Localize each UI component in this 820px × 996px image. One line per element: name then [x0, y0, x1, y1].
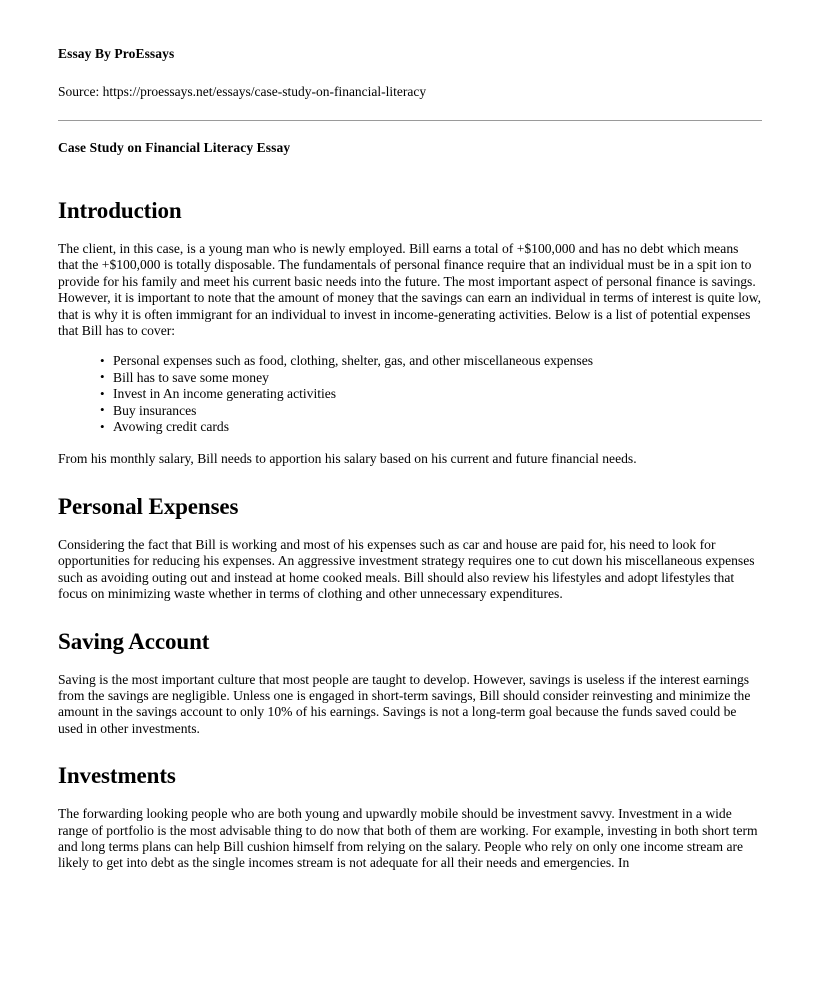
document-subtitle: Case Study on Financial Literacy Essay: [58, 140, 291, 155]
expense-list: [58, 353, 762, 435]
paragraph: The client, in this case, is a young man who is newly employed. Bill earns a total of +$100,000 and has no debt which means that the +$100,000 is totally disposable. The fundamentals of personal finance require that an individual must be in a spit ion to provide for his family and meet his current basic needs into the future. The most important aspect of personal finance is savings. However, it is important to note that the amount of money that the savings can earn an individual in terms of interest is quite low, that is why it is often immigrant for an individual to invest in income-generating activities. Below is a list of potential expenses that Bill has to cover:: [58, 241, 762, 339]
list-item: • Personal expenses such as food, clothing, shelter, gas, and other miscellaneous expenses: [100, 353, 762, 369]
section-heading-investments: Investments: [58, 763, 176, 789]
header-divider: [58, 120, 762, 121]
paragraph: Considering the fact that Bill is working and most of his expenses such as car and house are paid for, his need to look for opportunities for reducing his expenses. An aggressive investment strategy requires one to cut down his miscellaneous expenses such as avoiding outing out and instead at home cooked meals. Bill should also review his lifestyles and adopt lifestyles that focus on minimizing waste whether in terms of clothing and other unnecessary expenditures.: [58, 536, 755, 602]
list-item: • Buy insurances: [100, 403, 762, 419]
section-saving-account: [58, 629, 762, 738]
list-item: • Bill has to save some money: [100, 370, 762, 386]
section-introduction: [58, 198, 762, 468]
list-item: • Avowing credit cards: [100, 419, 762, 435]
paragraph: Saving is the most important culture that most people are taught to develop. However, savings is useless if the interest earnings from the savings are negligible. Unless one is engaged in short-term savings, Bill should consider reinvesting and minimize the amount in the savings account to only 10% of his earnings. Savings is not a long-term goal because the funds saved could be used in other investments.: [58, 671, 751, 736]
section-heading-personal-expenses: Personal Expenses: [58, 493, 239, 519]
list-item: • Invest in An income generating activities: [100, 386, 762, 402]
source-url-line[interactable]: Source: https://proessays.net/essays/case-study-on-financial-literacy: [58, 84, 427, 99]
section-investments: [58, 763, 762, 872]
paragraph: The forwarding looking people who are both young and upwardly mobile should be investment savvy. Investment in a wide range of portfolio is the most advisable thing to do now that both of them are working. For example, investing in both short term and long terms plans can help Bill cushion himself from relying on the salary. People who rely on only one income stream are likely to get into debt as the single incomes stream is not adequate for all their needs and emergencies. In: [58, 806, 758, 871]
section-personal-expenses: [58, 494, 762, 603]
brand-title: Essay By ProEssays: [58, 46, 175, 61]
section-heading-introduction: Introduction: [58, 198, 182, 223]
paragraph: From his monthly salary, Bill needs to apportion his salary based on his current and future financial needs.: [58, 451, 637, 467]
section-heading-saving-account: Saving Account: [58, 628, 210, 654]
